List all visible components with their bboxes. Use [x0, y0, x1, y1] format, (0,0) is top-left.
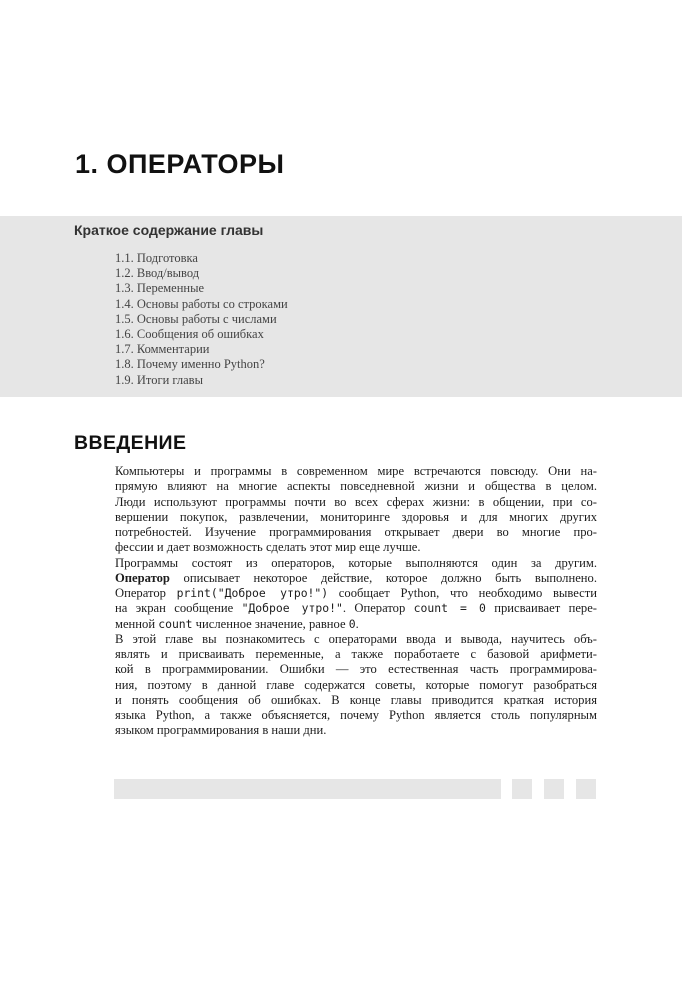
toc-item: 1.3. Переменные — [115, 281, 205, 296]
text-line: Люди используют программы почти во всех сферах жизни: в общении, при со- — [115, 494, 597, 509]
toc-item: 1.2. Ввод/вывод — [115, 266, 200, 281]
code-string: "Доброе утро!" — [241, 601, 343, 616]
code-variable: count — [158, 616, 193, 631]
introduction-body — [115, 464, 597, 739]
toc-item: 1.5. Основы работы с числами — [115, 311, 277, 326]
toc-item: 1.6. Сообщения об ошибках — [115, 327, 264, 342]
text-line: кой в программировании. Ошибки — это естественная часть программирова- — [115, 662, 597, 677]
text-line: Компьютеры и программы в современном мире встречаются повсюду. Они на- — [115, 464, 597, 478]
decorative-bar — [114, 779, 501, 799]
text-line: менной count численное значение, равное 0. — [115, 616, 359, 631]
text-line: являть и присваивать переменные, а также поработаете с базовой арифмети- — [115, 647, 597, 661]
code-print: print("Доброе утро!") — [176, 586, 329, 600]
text-line: Оператор print("Доброе утро!") сообщает Python, что необходимо вывести — [115, 586, 597, 600]
chapter-title: 1. ОПЕРАТОРЫ — [75, 149, 285, 179]
text-line: Программы состоят из операторов, которые выполняются один за другим. — [115, 555, 597, 570]
text-line: языка Python, а также объясняется, почему Python является столь популярным — [115, 708, 597, 722]
toc-item: 1.9. Итоги главы — [115, 372, 203, 387]
toc-item: 1.8. Почему именно Python? — [115, 357, 265, 372]
chapter-summary-list — [115, 251, 288, 388]
term-operator: Оператор — [115, 570, 170, 585]
text-line: Оператор описывает некоторое действие, которое должно быть выполнено. — [115, 570, 597, 585]
decorative-square — [544, 779, 564, 799]
text-line: вершении покупок, развлечении, мониторинге здоровья и для многих других — [115, 509, 597, 524]
toc-item: 1.1. Подготовка — [115, 251, 198, 265]
section-title-introduction: ВВЕДЕНИЕ — [74, 432, 187, 454]
chapter-summary-heading: Краткое содержание главы — [74, 222, 264, 238]
decorative-square — [576, 779, 596, 799]
code-value: 0 — [348, 616, 356, 631]
text-line: потребностей. Изучение программирования открывает двери во многие про- — [115, 525, 597, 539]
text-line: и понять сообщения об ошибках. В конце главы приводится краткая история — [115, 692, 597, 707]
text-line: языком программирования в наши дни. — [115, 723, 327, 738]
code-assignment: count = 0 — [413, 601, 486, 616]
toc-item: 1.4. Основы работы со строками — [115, 296, 288, 311]
text-line: ния, поэтому в данной главе содержатся советы, которые помогут разобраться — [115, 677, 597, 692]
text-line: В этой главе вы познакомитесь с операторами ввода и вывода, научитесь объ- — [115, 631, 597, 646]
text-line: на экран сообщение "Доброе утро!". Оператор count = 0 присваивает пере- — [115, 601, 597, 616]
text-line: фессии и дает возможность сделать этот мир еще лучше. — [115, 540, 421, 555]
text-line: прямую влияют на многие аспекты повседневной жизни и общества в целом. — [115, 479, 597, 494]
chapter-summary-panel — [0, 216, 682, 397]
decorative-square — [512, 779, 532, 799]
toc-item: 1.7. Комментарии — [115, 342, 210, 357]
